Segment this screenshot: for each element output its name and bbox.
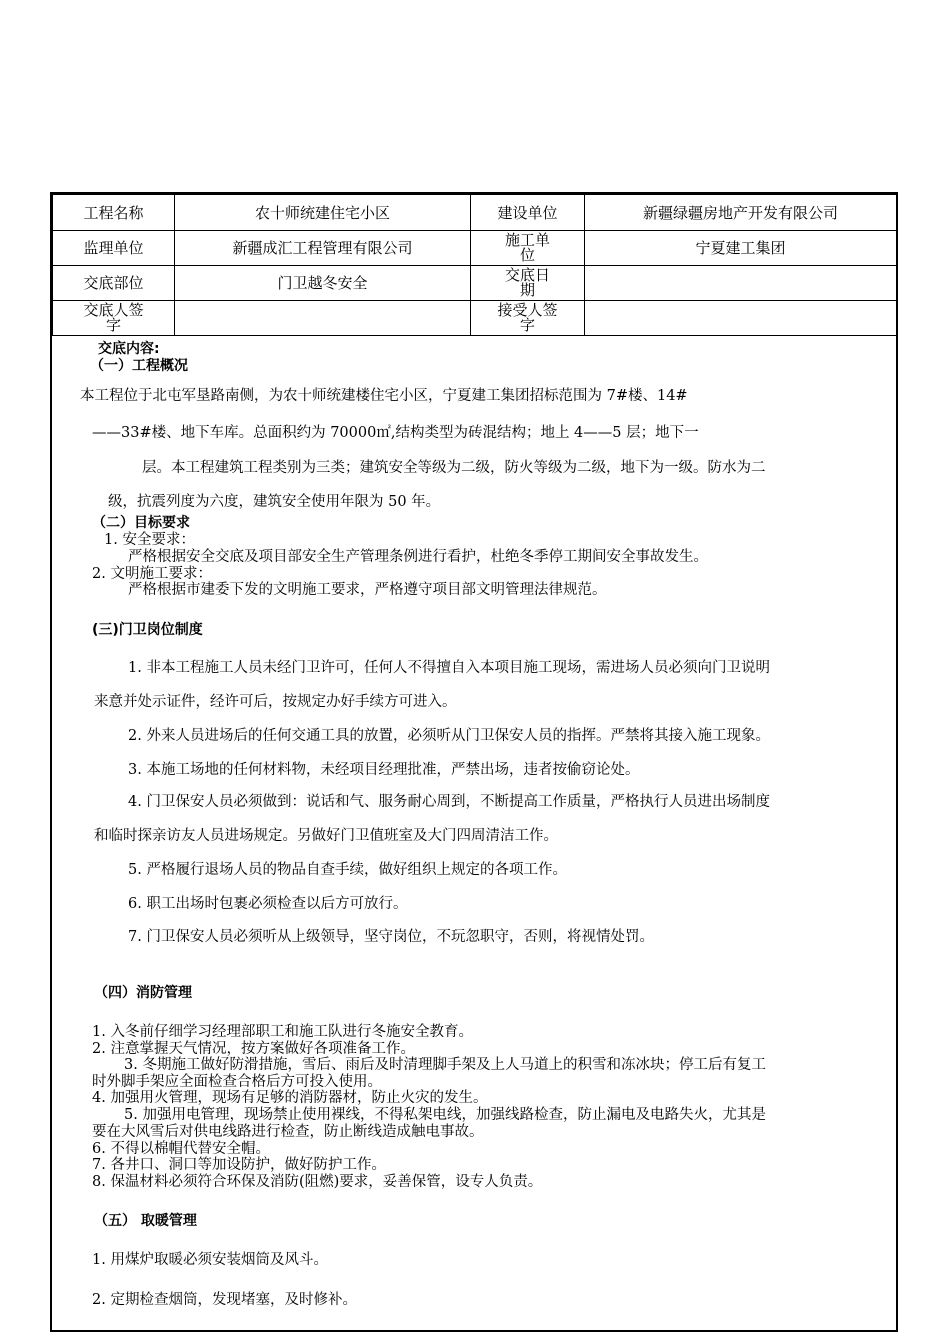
date-label: 交底日期 [504,266,550,299]
constructor-label-cell [471,231,585,266]
section-3-line: 和临时探亲访友人员进场规定。另做好门卫值班室及大门四周清洁工作。 [94,828,558,844]
section-2-title: （二）目标要求 [92,515,190,531]
content-title: 交底内容: [98,341,160,357]
section-4-title: （四）消防管理 [94,985,192,1001]
header-table [52,194,897,336]
section-3-line: 4. 门卫保安人员必须做到：说话和气、服务耐心周到，不断提高工作质量，严格执行人员进出场制度 [128,794,770,810]
constructor: 宁夏建工集团 [585,231,897,266]
issuer [175,301,471,336]
part: 门卫越冬安全 [175,266,471,301]
section-3-line: 来意并处示证件，经许可后，按规定办好手续方可进入。 [94,694,457,710]
section-5-line: 1. 用煤炉取暖必须安装烟筒及风斗。 [92,1252,328,1268]
section-3-line: 3. 本施工场地的任何材料物，未经项目经理批准，严禁出场，违者按偷窃论处。 [128,762,640,778]
header-row [53,231,897,266]
section-3-line: 2. 外来人员进场后的任何交通工具的放置，必须听从门卫保安人员的指挥。严禁将其接入施工现象。 [128,728,770,744]
header-row [53,301,897,336]
section-3-line: 6. 职工出场时包裹必须检查以后方可放行。 [128,896,408,912]
part-label: 交底部位 [53,266,175,301]
builder-label: 建设单位 [471,195,585,231]
issuer-label-cell [53,301,175,336]
section-1-line: 级，抗震列度为六度，建筑安全使用年限为 50 年。 [108,494,441,510]
section-4-line: 5. 加强用电管理，现场禁止使用裸线，不得私架电线，加强线路检查，防止漏电及电路失火，尤其是 [124,1107,766,1123]
constructor-label: 施工单位 [504,231,550,264]
section-1-title: （一）工程概况 [90,358,188,374]
section-2-text: 严格根据安全交底及项目部安全生产管理条例进行看护，杜绝冬季停工期间安全事故发生。 [128,549,708,565]
section-1-line: 层。本工程建筑工程类别为三类；建筑安全等级为二级，防火等级为二级，地下为一级。防水为二 [142,460,766,476]
section-4-line: 6. 不得以棉帽代替安全帽。 [92,1141,270,1157]
section-3-line: 7. 门卫保安人员必须听从上级领导，坚守岗位，不玩忽职守，否则，将视情处罚。 [128,929,654,945]
section-5-line: 2. 定期检查烟筒，发现堵塞，及时修补。 [92,1292,357,1308]
project-name-label: 工程名称 [53,195,175,231]
date [585,266,897,301]
section-3-title: (三)门卫岗位制度 [92,622,203,638]
section-3-line: 5. 严格履行退场人员的物品自查手续，做好组织上规定的各项工作。 [128,862,567,878]
section-2-text: 严格根据市建委下发的文明施工要求，严格遵守项目部文明管理法律规范。 [128,582,607,598]
date-label-cell [471,266,585,301]
receiver-label: 接受人签字 [497,301,558,334]
section-4-line: 7. 各井口、洞口等加设防护，做好防护工作。 [92,1157,386,1173]
section-4-line: 1. 入冬前仔细学习经理部职工和施工队进行冬施安全教育。 [92,1024,473,1040]
section-2-item: 1. 安全要求： [104,532,195,548]
section-4-line: 3. 冬期施工做好防滑措施，雪后、雨后及时清理脚手架及上人马道上的积雪和冻冰块；停工后有复工 [124,1057,766,1073]
supervisor-label: 监理单位 [53,231,175,266]
builder: 新疆绿疆房地产开发有限公司 [585,195,897,231]
supervisor: 新疆成汇工程管理有限公司 [175,231,471,266]
section-4-line: 时外脚手架应全面检查合格后方可投入使用。 [92,1074,382,1090]
issuer-label: 交底人签字 [83,301,144,334]
section-1-line: 本工程位于北屯军垦路南侧，为农十师统建楼住宅小区，宁夏建工集团招标范围为 7#楼、14# [80,388,688,404]
section-4-line: 2. 注意掌握天气情况，按方案做好各项准备工作。 [92,1041,415,1057]
section-4-line: 4. 加强用火管理，现场有足够的消防器材，防止火灾的发生。 [92,1090,488,1106]
section-2-item: 2. 文明施工要求： [92,566,212,582]
receiver-label-cell [471,301,585,336]
section-1-line: ——33#楼、地下车库。总面积约为 70000㎡,结构类型为砖混结构；地上 4——5 层；地下一 [92,425,699,441]
receiver [585,301,897,336]
section-3-line: 1. 非本工程施工人员未经门卫许可，任何人不得擅自入本项目施工现场，需进场人员必须向门卫说明 [128,660,770,676]
section-4-line: 要在大风雪后对供电线路进行检查，防止断线造成触电事故。 [92,1124,484,1140]
section-5-title: （五） 取暖管理 [94,1213,197,1229]
section-4-line: 8. 保温材料必须符合环保及消防(阻燃)要求，妥善保管，设专人负责。 [92,1174,543,1190]
header-row [53,195,897,231]
project-name: 农十师统建住宅小区 [175,195,471,231]
header-row [53,266,897,301]
